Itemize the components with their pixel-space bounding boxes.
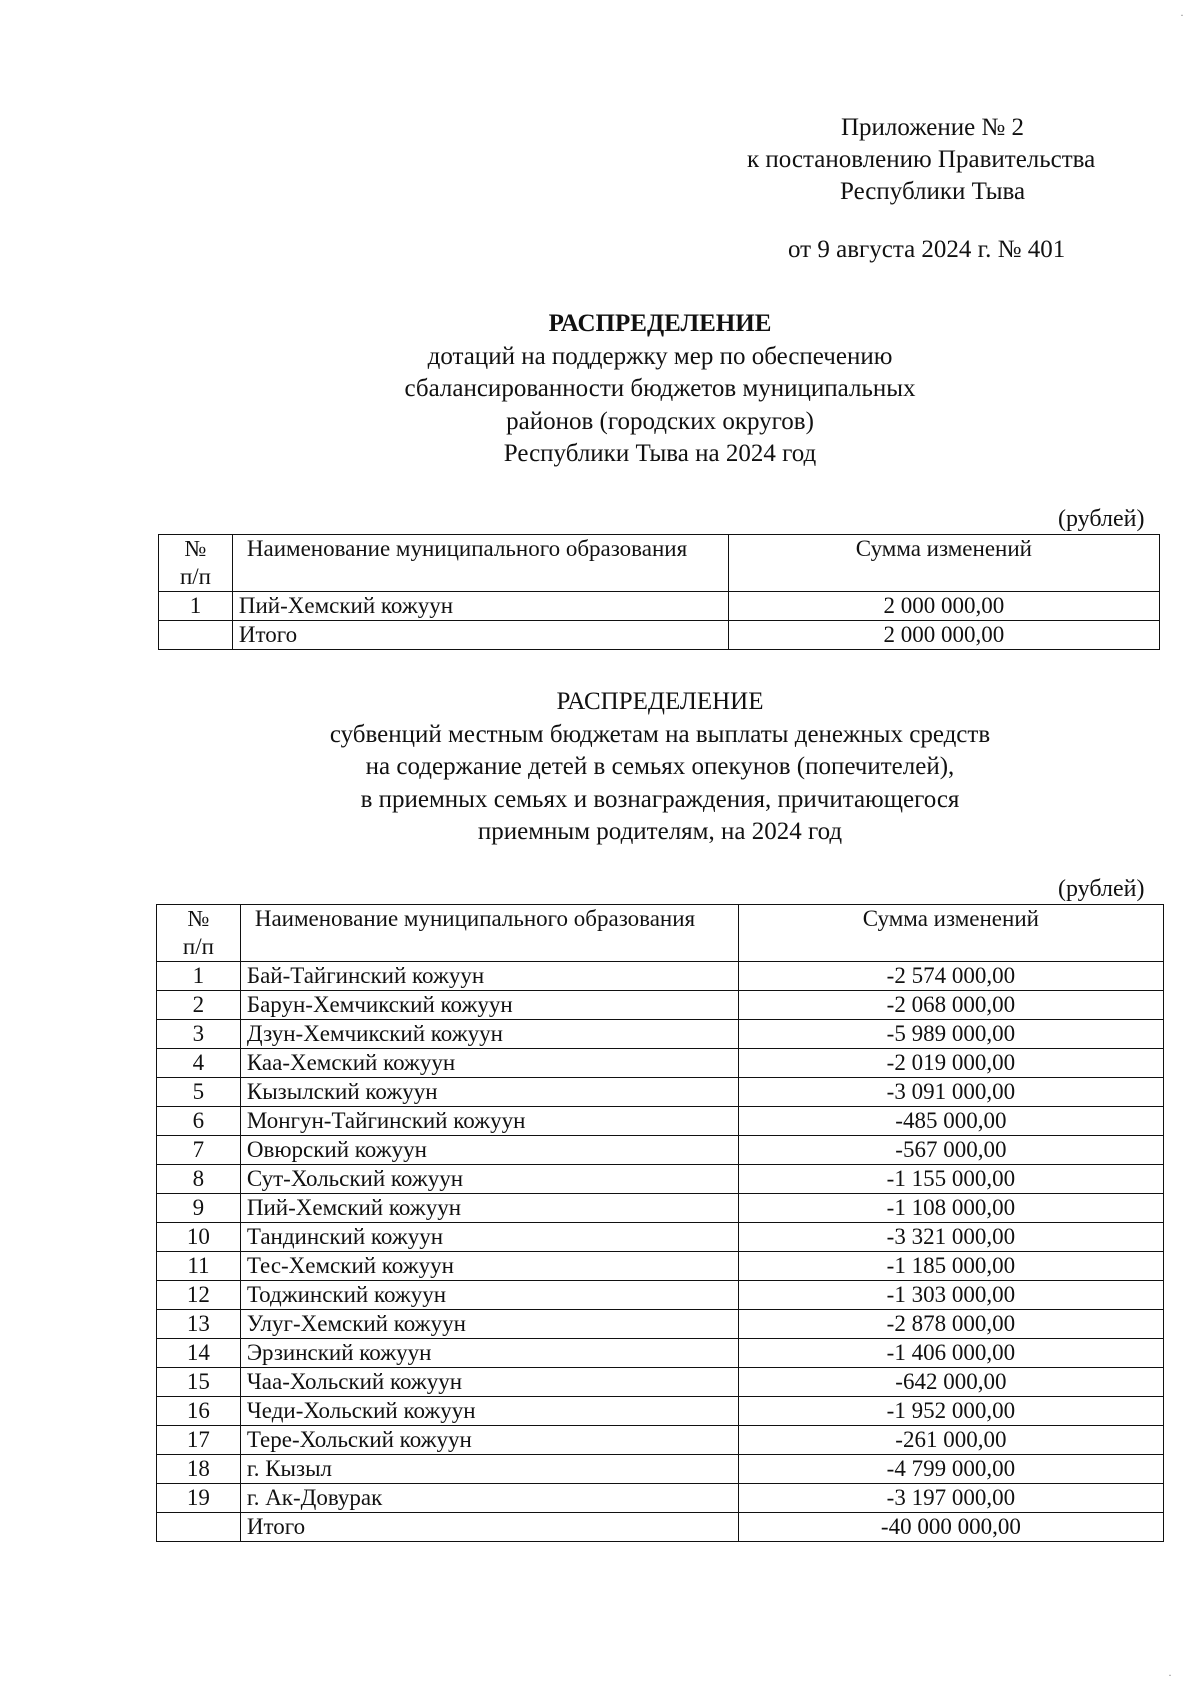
header-num: № <box>184 536 207 561</box>
section2-title <box>160 686 1160 849</box>
appendix-resolution-line: к постановлению Правительства <box>747 146 1096 173</box>
row-sum: -5 989 000,00 <box>738 1020 1163 1049</box>
row-name: Улуг-Хемский кожуун <box>240 1310 738 1339</box>
header-name: Наименование муниципального образования <box>240 905 738 962</box>
row-sum: -40 000 000,00 <box>738 1513 1163 1542</box>
table-row <box>157 991 1164 1020</box>
row-sum: -3 321 000,00 <box>738 1223 1163 1252</box>
row-sum: 2 000 000,00 <box>728 592 1159 621</box>
row-name: Тере-Хольский кожуун <box>240 1426 738 1455</box>
table-row <box>157 1136 1164 1165</box>
row-sum: 2 000 000,00 <box>728 621 1159 650</box>
row-name: Кызылский кожуун <box>240 1078 738 1107</box>
table-row <box>157 1107 1164 1136</box>
table-row <box>157 1049 1164 1078</box>
header-num: № <box>187 906 210 931</box>
row-name: Каа-Хемский кожуун <box>240 1049 738 1078</box>
row-num: 7 <box>157 1136 241 1165</box>
row-num: 15 <box>157 1368 241 1397</box>
section1-subtitle-line: Республики Тыва на 2024 год <box>503 440 817 467</box>
table-row <box>157 1281 1164 1310</box>
row-num: 1 <box>159 592 233 621</box>
row-sum: -261 000,00 <box>738 1426 1163 1455</box>
appendix-republic-line: Республики Тыва <box>840 178 1026 205</box>
row-num: 6 <box>157 1107 241 1136</box>
row-num: 4 <box>157 1049 241 1078</box>
section2-subtitle-line: в приемных семьях и вознаграждения, причитающегося <box>360 785 960 813</box>
section2-units: (рублей) <box>1058 876 1145 902</box>
row-sum: -1 155 000,00 <box>738 1165 1163 1194</box>
header-num-cell <box>159 535 233 592</box>
row-name: г. Ак-Довурак <box>240 1484 738 1513</box>
section1-subtitle-line: районов (городских округов) <box>506 407 814 435</box>
section1-heading: РАСПРЕДЕЛЕНИЕ <box>548 310 772 337</box>
row-num: 5 <box>157 1078 241 1107</box>
row-num: 18 <box>157 1455 241 1484</box>
row-sum: -1 303 000,00 <box>738 1281 1163 1310</box>
row-num: 17 <box>157 1426 241 1455</box>
appendix-number: Приложение № 2 <box>841 114 1025 141</box>
section2-table <box>156 904 1164 1542</box>
row-num: 1 <box>157 962 241 991</box>
section1-subtitle-line: сбалансированности бюджетов муниципальных <box>404 375 916 402</box>
row-name: Эрзинский кожуун <box>240 1339 738 1368</box>
section2-subtitle-line: субвенций местным бюджетам на выплаты денежных средств <box>329 720 991 748</box>
row-name: Барун-Хемчикский кожуун <box>240 991 738 1020</box>
section2-heading: РАСПРЕДЕЛЕНИЕ <box>556 688 764 715</box>
row-name: Итого <box>232 621 728 650</box>
header-num-cell <box>157 905 241 962</box>
row-name: Пий-Хемский кожуун <box>232 592 728 621</box>
table-row <box>157 962 1164 991</box>
row-name: Чеди-Хольский кожуун <box>240 1397 738 1426</box>
row-num <box>159 621 233 650</box>
row-name: г. Кызыл <box>240 1455 738 1484</box>
header-sum: Сумма изменений <box>728 535 1159 592</box>
header-name: Наименование муниципального образования <box>232 535 728 592</box>
row-num: 14 <box>157 1339 241 1368</box>
table-row <box>157 1455 1164 1484</box>
row-name: Пий-Хемский кожуун <box>240 1194 738 1223</box>
row-sum: -1 108 000,00 <box>738 1194 1163 1223</box>
row-num: 8 <box>157 1165 241 1194</box>
appendix-date: от 9 августа 2024 г. № 401 <box>788 236 1066 263</box>
row-num: 9 <box>157 1194 241 1223</box>
scan-speck: · <box>1168 1668 1172 1682</box>
row-sum: -2 019 000,00 <box>738 1049 1163 1078</box>
row-num: 10 <box>157 1223 241 1252</box>
row-name: Овюрский кожуун <box>240 1136 738 1165</box>
table-row <box>157 1194 1164 1223</box>
table-row <box>157 1368 1164 1397</box>
row-name: Тес-Хемский кожуун <box>240 1252 738 1281</box>
table-row <box>157 1426 1164 1455</box>
row-sum: -3 197 000,00 <box>738 1484 1163 1513</box>
row-name: Итого <box>240 1513 738 1542</box>
table-row <box>157 1397 1164 1426</box>
row-num: 2 <box>157 991 241 1020</box>
row-name: Тоджинский кожуун <box>240 1281 738 1310</box>
table-row <box>157 1223 1164 1252</box>
row-name: Дзун-Хемчикский кожуун <box>240 1020 738 1049</box>
row-num: 19 <box>157 1484 241 1513</box>
row-name: Сут-Хольский кожуун <box>240 1165 738 1194</box>
row-sum: -567 000,00 <box>738 1136 1163 1165</box>
row-name: Бай-Тайгинский кожуун <box>240 962 738 991</box>
row-sum: -1 185 000,00 <box>738 1252 1163 1281</box>
row-sum: -1 952 000,00 <box>738 1397 1163 1426</box>
table-row <box>157 1078 1164 1107</box>
row-name: Чаа-Хольский кожуун <box>240 1368 738 1397</box>
row-num: 3 <box>157 1020 241 1049</box>
row-sum: -3 091 000,00 <box>738 1078 1163 1107</box>
row-sum: -2 068 000,00 <box>738 991 1163 1020</box>
row-num: 11 <box>157 1252 241 1281</box>
section1-units: (рублей) <box>1058 506 1145 532</box>
row-name: Монгун-Тайгинский кожуун <box>240 1107 738 1136</box>
table-total-row <box>159 621 1160 650</box>
table-row <box>157 1252 1164 1281</box>
scan-speck: · <box>1180 8 1184 22</box>
table-row <box>157 1339 1164 1368</box>
table-row <box>159 592 1160 621</box>
header-num-pp: п/п <box>179 564 211 589</box>
table-header-row <box>157 905 1164 962</box>
section1-table <box>158 534 1160 650</box>
row-num: 16 <box>157 1397 241 1426</box>
section2-subtitle-line: на содержание детей в семьях опекунов (попечителей), <box>365 753 955 780</box>
header-num-pp: п/п <box>182 934 214 959</box>
table-row <box>157 1484 1164 1513</box>
row-sum: -485 000,00 <box>738 1107 1163 1136</box>
table-total-row <box>157 1513 1164 1542</box>
row-sum: -1 406 000,00 <box>738 1339 1163 1368</box>
row-sum: -2 574 000,00 <box>738 962 1163 991</box>
table-header-row <box>159 535 1160 592</box>
row-sum: -642 000,00 <box>738 1368 1163 1397</box>
table-row <box>157 1020 1164 1049</box>
row-sum: -2 878 000,00 <box>738 1310 1163 1339</box>
table-row <box>157 1165 1164 1194</box>
section2-subtitle-line: приемным родителям, на 2024 год <box>477 818 843 845</box>
row-num: 12 <box>157 1281 241 1310</box>
header-sum: Сумма изменений <box>738 905 1163 962</box>
row-sum: -4 799 000,00 <box>738 1455 1163 1484</box>
section1-subtitle-line: дотаций на поддержку мер по обеспечению <box>427 342 893 370</box>
row-num <box>157 1513 241 1542</box>
table-row <box>157 1310 1164 1339</box>
section1-title <box>160 308 1160 471</box>
row-num: 13 <box>157 1310 241 1339</box>
row-name: Тандинский кожуун <box>240 1223 738 1252</box>
